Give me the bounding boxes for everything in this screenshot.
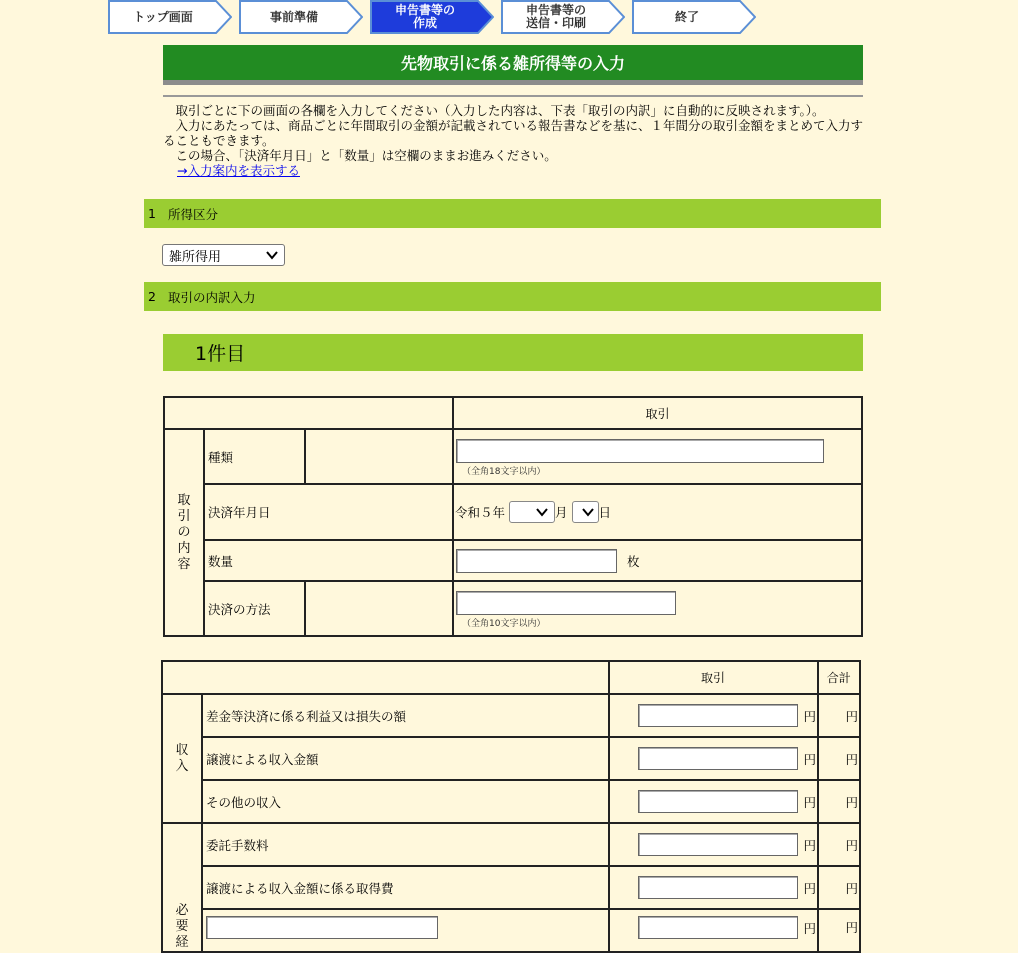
intro-paragraph-2: 入力にあたっては、商品ごとに年間取引の金額が記載されている報告書などを基に、１年間分の取引金額をまとめて入力することもできます。	[163, 118, 864, 148]
step-finish[interactable]	[632, 0, 756, 34]
row-label: 譲渡による収入金額	[202, 737, 609, 780]
section-1-number: 1	[148, 206, 156, 221]
total-yen-unit: 円	[845, 880, 858, 896]
table1-header-trade: 取引	[453, 397, 862, 429]
total-cell	[818, 780, 860, 823]
yen-unit: 円	[803, 794, 817, 810]
step-prepare[interactable]	[239, 0, 363, 34]
table2-corner	[162, 661, 609, 694]
section-income-type	[144, 199, 881, 228]
total-yen-unit: 円	[845, 708, 858, 724]
income-type-select[interactable]	[162, 244, 285, 266]
settlement-method-label: 決済の方法	[204, 581, 305, 636]
amount-input[interactable]	[638, 876, 798, 899]
amount-input[interactable]	[638, 833, 798, 856]
total-cell	[818, 694, 860, 737]
row-label: 委託手数料	[202, 823, 609, 866]
table1-corner	[164, 397, 453, 429]
intro-text	[163, 103, 863, 178]
step-create[interactable]	[370, 0, 494, 34]
kind-note: （全角18文字以内）	[462, 466, 546, 477]
transaction-detail-table	[163, 396, 863, 637]
transaction-content-group-label: 取 引 の 内 容	[164, 429, 204, 636]
step-finish-label: 終了	[674, 9, 699, 24]
title-shadow	[163, 80, 863, 85]
total-yen-unit: 円	[845, 794, 858, 810]
section-2-number: 2	[148, 289, 156, 304]
custom-expense-name-input[interactable]	[206, 916, 438, 939]
settlement-method-note: （全角10文字以内）	[462, 618, 546, 629]
section-breakdown	[144, 282, 881, 311]
step-send-print-label: 申告書等の 送信・印刷	[525, 3, 586, 30]
intro-paragraph-3: この場合、「決済年月日」と「数量」は空欄のままお進みください。	[175, 148, 557, 163]
day-unit: 日	[598, 505, 612, 520]
chevron-down-icon	[266, 250, 278, 260]
settlement-method-input[interactable]	[456, 591, 676, 615]
yen-unit: 円	[803, 751, 817, 767]
amount-input[interactable]	[638, 916, 798, 939]
total-cell	[818, 823, 860, 866]
yen-unit: 円	[803, 837, 817, 853]
entry-number-header: 1件目	[163, 334, 863, 371]
row-label: 譲渡による収入金額に係る取得費	[202, 866, 609, 909]
step-prepare-label: 事前準備	[269, 9, 318, 24]
settlement-method-empty-cell	[305, 581, 453, 636]
yen-unit: 円	[803, 920, 817, 936]
day-select[interactable]	[572, 501, 599, 523]
page-title: 先物取引に係る雑所得等の入力	[163, 45, 863, 80]
custom-expense-cell	[202, 909, 609, 952]
total-cell	[818, 737, 860, 780]
yen-unit: 円	[803, 880, 817, 896]
row-label: その他の収入	[202, 780, 609, 823]
table2-header-total: 合計	[818, 661, 860, 694]
quantity-input[interactable]	[456, 549, 617, 573]
step-send-print[interactable]	[501, 0, 625, 34]
section-2-label: 取引の内訳入力	[167, 289, 256, 305]
section-1-label: 所得区分	[167, 206, 218, 222]
settlement-date-label: 決済年月日	[204, 484, 453, 540]
row-label: 差金等決済に係る利益又は損失の額	[202, 694, 609, 737]
kind-label: 種類	[204, 429, 305, 484]
expense-group-label: 必 要 経	[162, 823, 202, 952]
step-top-label: トップ画面	[133, 9, 193, 24]
total-cell	[818, 866, 860, 909]
kind-empty-cell	[305, 429, 453, 484]
kind-input[interactable]	[456, 439, 824, 463]
amount-input[interactable]	[638, 704, 798, 727]
income-expense-table	[161, 660, 861, 953]
total-yen-unit: 円	[845, 751, 858, 767]
chevron-down-icon	[536, 507, 548, 517]
income-group-label: 収 入	[162, 694, 202, 823]
month-unit: 月	[555, 505, 568, 520]
chevron-down-icon	[582, 507, 594, 517]
intro-paragraph-1: 取引ごとに下の画面の各欄を入力してください（入力した内容は、下表「取引の内訳」に自動的に反映されます。）。	[175, 103, 825, 118]
yen-unit: 円	[803, 708, 817, 724]
amount-input[interactable]	[638, 747, 798, 770]
era-year-label: 令和５年	[455, 505, 506, 520]
income-type-value: 雑所得用	[169, 249, 222, 265]
show-guide-link[interactable]: →入力案内を表示する	[177, 163, 300, 178]
month-select[interactable]	[509, 501, 555, 523]
total-yen-unit: 円	[845, 920, 858, 935]
quantity-unit: 枚	[626, 553, 640, 569]
total-cell	[818, 909, 860, 952]
title-divider	[163, 95, 863, 97]
total-yen-unit: 円	[845, 837, 858, 853]
table2-header-trade: 取引	[609, 661, 818, 694]
quantity-label: 数量	[204, 540, 453, 581]
step-top[interactable]	[108, 0, 232, 34]
step-create-label: 申告書等の 作成	[394, 3, 455, 30]
amount-input[interactable]	[638, 790, 798, 813]
